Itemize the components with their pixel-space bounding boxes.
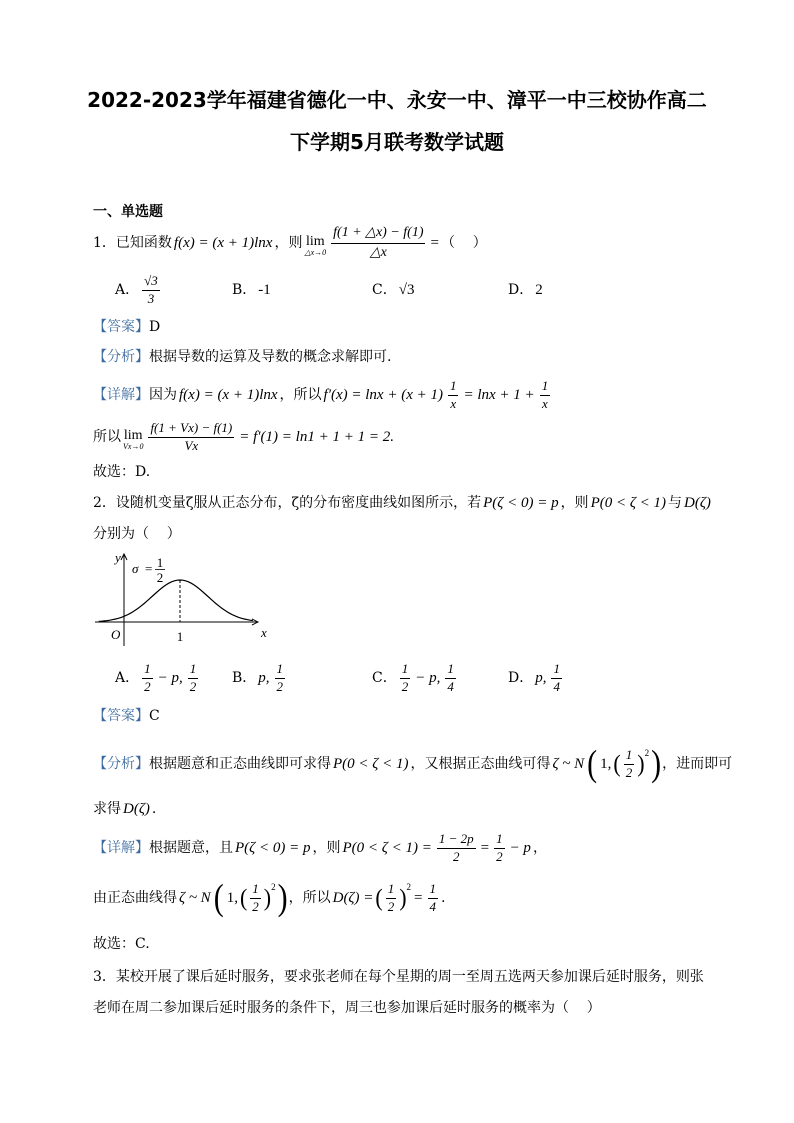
y-axis-label: y xyxy=(115,550,121,565)
one-over-x-fraction xyxy=(540,379,551,412)
q2-analysis2-text-b: . xyxy=(151,801,157,817)
fraction-numerator: 1 xyxy=(400,662,411,679)
half-fraction xyxy=(494,832,505,865)
detail-tag: 【详解】 xyxy=(93,840,149,856)
q2-detail-line2 xyxy=(93,876,445,920)
fraction-denominator: 2 xyxy=(452,848,460,864)
right-big-paren: ) xyxy=(277,876,288,918)
q1-detail-text-a: 因为 xyxy=(149,387,177,403)
title-line-1: 2022-2023学年福建省德化一中、永安一中、漳平一中三校协作高二 xyxy=(87,88,707,112)
q2-analysis-text-c: ，进而即可 xyxy=(662,756,733,772)
option-fraction xyxy=(142,662,153,695)
normal-mean: 1, xyxy=(226,889,238,906)
q1-analysis-text: 根据导数的运算及导数的概念求解即可. xyxy=(149,349,392,365)
fraction-numerator: 1 xyxy=(494,832,505,849)
fraction-numerator: 1 xyxy=(551,662,562,679)
fraction-denominator: x xyxy=(542,395,548,411)
q1-detail2-result: = f′(1) = ln1 + 1 + 1 = 2. xyxy=(239,428,394,445)
limit-word: lim xyxy=(305,234,325,249)
fraction-denominator: x xyxy=(450,395,457,411)
section-heading: 一、单选题 xyxy=(93,204,163,220)
half-fraction xyxy=(250,882,261,915)
left-paren: ( xyxy=(375,883,383,912)
fraction-denominator: 4 xyxy=(553,678,560,694)
q2-analysis-text-b: ，又根据正态曲线可得 xyxy=(410,756,551,772)
option-value: -1 xyxy=(258,281,271,298)
square-exponent: 2 xyxy=(406,881,412,892)
fraction-denominator: Vx xyxy=(184,437,199,453)
q2-analysis-line1 xyxy=(93,742,732,786)
q1-detail-text-b: ，所以 xyxy=(279,387,322,403)
one-over-x-fraction xyxy=(448,379,459,412)
option-label: B． xyxy=(232,282,257,298)
fraction-denominator: 2 xyxy=(189,678,197,694)
fraction-numerator: 1 xyxy=(142,662,153,679)
analysis-tag: 【分析】 xyxy=(93,756,149,772)
q2-detail-text-b: ，则 xyxy=(312,840,341,856)
q2-analysis-math-a: P(0 < ζ < 1) xyxy=(333,755,409,772)
normal-mean: 1, xyxy=(600,755,612,772)
title-line-2: 下学期5月联考数学试题 xyxy=(290,130,504,154)
q2-analysis2-text-a: 求得 xyxy=(93,801,121,817)
q1-limit xyxy=(304,235,326,257)
option-label: A． xyxy=(115,282,140,298)
x-axis-label: x xyxy=(261,625,267,640)
q2-option-b xyxy=(232,660,288,696)
q1-answer-value: D xyxy=(149,319,161,335)
left-paren: ( xyxy=(239,883,248,912)
q1-number: 1． xyxy=(93,235,116,251)
option-fraction xyxy=(188,662,199,695)
option-fraction xyxy=(400,662,411,695)
option-middle: p, xyxy=(535,669,547,686)
left-paren: ( xyxy=(613,749,621,778)
fraction-denominator: 2 xyxy=(276,678,284,694)
q1-difference-quotient xyxy=(331,225,425,260)
equals-sign: = xyxy=(480,839,490,856)
probability-fraction xyxy=(437,832,476,865)
sigma-symbol: σ xyxy=(132,561,139,576)
option-label: D． xyxy=(508,282,534,298)
left-big-paren: ( xyxy=(213,876,224,918)
q1-option-c xyxy=(372,272,416,308)
answer-tag: 【答案】 xyxy=(93,708,149,724)
q2-stem-line1 xyxy=(93,493,713,513)
right-paren: ) xyxy=(399,883,407,912)
tick-label-1: 1 xyxy=(176,629,184,644)
normal-density-figure xyxy=(90,548,270,648)
q2-detail-text-a: 根据题意，且 xyxy=(149,840,233,856)
q2-detail-math-a: P(ζ < 0) = p xyxy=(235,839,311,856)
q1-detail2-text-a: 所以 xyxy=(93,429,121,445)
sigma-numerator: 1 xyxy=(156,555,164,570)
q1-text-a: 已知函数 xyxy=(115,235,172,251)
q2-answer xyxy=(93,706,160,726)
q2-detail-math-b: P(0 < ζ < 1) = xyxy=(342,839,432,856)
fraction-denominator: 2 xyxy=(625,764,633,780)
q1-stem xyxy=(93,225,487,261)
q2-stem-math-c: D(ζ) xyxy=(684,494,711,511)
answer-tag: 【答案】 xyxy=(93,319,149,335)
q1-equals: = xyxy=(430,234,439,251)
q1-option-b xyxy=(232,272,273,308)
q1-option-a xyxy=(115,272,163,308)
q1-analysis xyxy=(93,347,391,367)
q1-text-b: ，则 xyxy=(274,235,303,251)
q1-detail-line2 xyxy=(93,419,396,455)
q2-analysis-distribution: ζ ~ N xyxy=(552,755,585,772)
q2-detail2-text-b: ，所以 xyxy=(288,890,331,906)
q1-conclusion: 故选：D. xyxy=(93,464,151,480)
option-label: C． xyxy=(372,282,397,298)
quarter-fraction xyxy=(428,882,439,915)
option-value: 2 xyxy=(535,281,543,298)
fraction-numerator: 1 xyxy=(624,748,635,765)
fraction-numerator: 1 xyxy=(188,662,199,679)
limit-word: lim xyxy=(123,428,143,443)
fraction-numerator: √3 xyxy=(142,274,160,291)
q2-stem-math-b: P(0 < ζ < 1) xyxy=(590,494,667,511)
fraction-denominator: 2 xyxy=(252,898,259,914)
origin-label: O xyxy=(111,627,121,642)
q2-detail-line1 xyxy=(93,830,547,866)
q1-derivative: f′(x) = lnx + (x + 1) xyxy=(323,386,443,403)
option-label: B． xyxy=(232,670,257,686)
half-fraction xyxy=(386,882,397,915)
q2-analysis-line2 xyxy=(93,799,156,819)
q2-conclusion: 故选：C. xyxy=(93,936,150,952)
limit-subscript: △x→0 xyxy=(304,248,327,257)
option-label: C． xyxy=(372,670,397,686)
q1-detail-limit xyxy=(123,429,143,451)
equals-sign: = xyxy=(414,889,423,906)
q2-stem-math-a: P(ζ < 0) = p xyxy=(483,494,559,511)
q1-function-def: f(x) = (x + 1)lnx xyxy=(173,234,273,251)
q2-option-c xyxy=(372,660,459,696)
q2-answer-value: C xyxy=(149,708,160,724)
fraction-denominator: 2 xyxy=(401,678,409,694)
q2-detail2-distribution: ζ ~ N xyxy=(179,889,211,906)
q1-answer xyxy=(93,317,160,337)
q3-stem-line1: 3．某校开展了课后延时服务，要求张老师在每个星期的周一至周五选两天参加课后延时服务，则张 xyxy=(93,969,704,985)
fraction-numerator: f(1 + △x) − f(1) xyxy=(331,225,425,243)
density-curve xyxy=(99,580,253,621)
option-label: A． xyxy=(115,670,140,686)
fraction-numerator: 1 xyxy=(386,882,397,899)
option-label: D． xyxy=(508,670,534,686)
fraction-denominator: 2 xyxy=(144,678,151,694)
square-exponent: 2 xyxy=(644,747,650,758)
analysis-tag: 【分析】 xyxy=(93,349,149,365)
option-middle: − p, xyxy=(415,669,441,686)
option-value: √3 xyxy=(398,281,415,298)
fraction-numerator: f(1 + Vx) − f(1) xyxy=(148,421,234,438)
q2-stem-text-b: ，则 xyxy=(560,495,589,511)
q2-option-a xyxy=(115,660,201,696)
fraction-numerator: 1 xyxy=(445,662,456,679)
option-fraction xyxy=(275,662,286,695)
limit-subscript: Vx→0 xyxy=(123,442,144,451)
fraction-numerator: 1 xyxy=(428,882,439,899)
q2-detail2-text-a: 由正态曲线得 xyxy=(93,890,177,906)
q2-stem-text-c: 与 xyxy=(668,495,683,511)
q2-option-d xyxy=(508,660,565,696)
fraction-denominator: 3 xyxy=(147,290,155,306)
q1-option-d xyxy=(508,272,545,308)
q2-detail-text-c: ， xyxy=(532,840,547,856)
fraction-denominator: △x xyxy=(369,244,387,260)
option-middle: − p, xyxy=(157,669,183,686)
q1-detail-difference-quotient xyxy=(148,421,234,454)
q2-detail2-text-c: . xyxy=(441,890,446,906)
q2-stem-text-a: 2．设随机变量ζ服从正态分布，ζ的分布密度曲线如图所示，若 xyxy=(93,495,482,511)
fraction-denominator: 4 xyxy=(429,898,437,914)
q2-variance: D(ζ) = xyxy=(332,889,374,906)
option-fraction xyxy=(445,662,456,695)
right-paren: ) xyxy=(637,749,645,778)
fraction-numerator: 1 − 2p xyxy=(437,832,476,849)
fraction-denominator: 2 xyxy=(387,898,395,914)
right-paren: ) xyxy=(263,883,272,912)
option-fraction xyxy=(551,662,562,695)
fraction-numerator: 1 xyxy=(250,882,261,899)
sigma-equals: = xyxy=(145,561,153,576)
q2-analysis2-math: D(ζ) xyxy=(123,800,150,817)
q1-detail-math-a: f(x) = (x + 1)lnx xyxy=(179,386,278,403)
q2-analysis-text-a: 根据题意和正态曲线即可求得 xyxy=(149,756,331,772)
sigma-denominator: 2 xyxy=(156,570,164,585)
fraction-denominator: 2 xyxy=(496,848,503,864)
option-middle: p, xyxy=(258,669,270,686)
fraction-numerator: 1 xyxy=(275,662,286,679)
q1-detail-math-c: = lnx + 1 + xyxy=(463,386,535,403)
fraction-denominator: 4 xyxy=(447,678,454,694)
q2-detail-math-c: − p xyxy=(509,839,531,856)
q2-stem-line2: 分别为（ ） xyxy=(93,526,181,542)
square-exponent: 2 xyxy=(271,881,276,892)
q1-detail-line1 xyxy=(93,377,553,413)
q1-answer-blank: （ ） xyxy=(440,235,487,251)
q3-stem-line2: 老师在周二参加课后延时服务的条件下，周三也参加课后延时服务的概率为（ ） xyxy=(93,1000,601,1016)
fraction-numerator: 1 xyxy=(540,379,551,396)
right-big-paren: ) xyxy=(651,742,662,784)
fraction-numerator: 1 xyxy=(448,379,459,396)
left-big-paren: ( xyxy=(587,742,598,784)
option-a-fraction xyxy=(142,274,160,307)
detail-tag: 【详解】 xyxy=(93,387,149,403)
half-fraction xyxy=(624,748,635,781)
